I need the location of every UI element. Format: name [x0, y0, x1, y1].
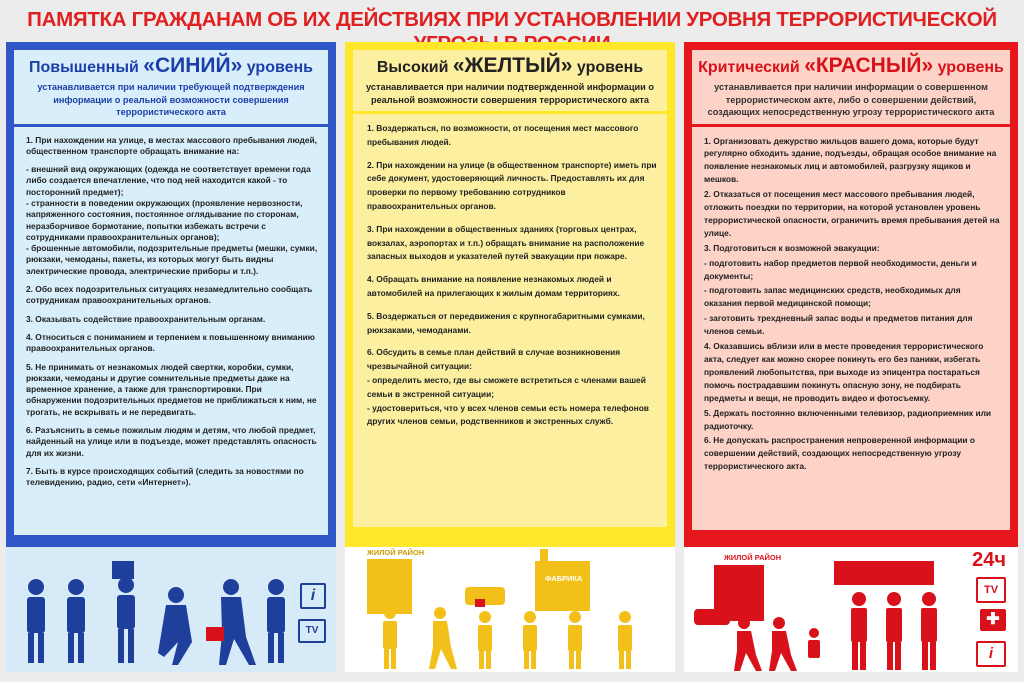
yellow-item: 3. При нахождении в общественных зданиях (торговых центрах, вокзалах, аэропортах и т.п.) обращать внимание на расположение запасных выходов и указателей путей эвакуации при пожаре. [367, 223, 645, 262]
red-item: 3. Подготовиться к возможной эвакуации: [704, 242, 880, 253]
yellow-factory-label: ФАБРИКА [545, 574, 583, 583]
yellow-item: 2. При нахождении на улице (в общественном транспорте) иметь при себе документ, удостоверяющий личность. Предоставлять их для проверки по первому требованию сотрудников правоохранительных органов. [367, 159, 657, 211]
blue-level-suffix: уровень [246, 59, 313, 76]
yellow-instructions [353, 114, 667, 429]
hours-24-label: 24ч [972, 549, 1006, 571]
blue-item: 5. Не принимать от незнакомых людей свертки, коробки, сумки, рюкзаки, чемоданы и другие сомнительные предметы даже на временное хранение, а также для транспортировки. При обнаружении подозрительных предметов не приближаться к ним, не трогать, не вскрывать и не передвигать. [26, 361, 317, 417]
yellow-item: 1. Воздержаться, по возможности, от посещения мест массового пребывания людей. [367, 123, 639, 147]
blue-item: 7. Быть в курсе происходящих событий (следить за новостями по телевидению, радио, сети «Интернет»). [26, 465, 304, 488]
yellow-city-illustration [345, 547, 675, 672]
blue-level-title [14, 56, 328, 78]
blue-item: 6. Разъяснить в семье пожилым людям и детям, что любой предмет, найденный на улице или в подъезде, может представлять опасность для их жизни. [26, 425, 317, 458]
red-level-subtitle: устанавливается при наличии информации о совершенном террористическом акте, либо о совершении действий, создающих непосредственную угрозу террористического акта [707, 82, 995, 117]
yellow-item: 5. Воздержаться от передвижения с крупногабаритными сумками, рюкзаками, чемоданами. [367, 310, 645, 335]
yellow-level-subtitle: устанавливается при наличии подтвержденной информации о реальной возможности совершения террористического акта [366, 82, 654, 105]
red-level-content [692, 50, 1010, 530]
poster-title: ПАМЯТКА ГРАЖДАНАМ ОБ ИХ ДЕЙСТВИЯХ ПРИ УСТАНОВЛЕНИИ УРОВНЯ ТЕРРОРИСТИЧЕСКОЙ [27, 8, 997, 31]
blue-item: 1. При нахождении на улице, в местах массового пребывания людей, общественном транспорте обращать внимание на: [26, 134, 317, 156]
blue-item: 4. Относиться с пониманием и терпением к повышенному вниманию правоохранительных органов. [26, 331, 315, 354]
red-item: - подготовить набор предметов первой необходимости, деньги и документы; [704, 257, 977, 281]
info-icon: i [300, 583, 326, 609]
red-level-prefix: Критический [698, 59, 800, 76]
blue-instructions [14, 127, 328, 489]
blue-level-panel [6, 42, 336, 672]
blue-level-header [14, 50, 328, 127]
red-district-label: ЖИЛОЙ РАЙОН [724, 553, 782, 562]
blue-item: - внешний вид окружающих (одежда не соответствует времени года либо создается впечатление, что под ней находится какой - то посторонний предмет); [26, 164, 311, 197]
blue-item: 2. Обо всех подозрительных ситуациях незамедлительно сообщать сотрудникам правоохранительных органов. [26, 284, 313, 306]
yellow-level-title [353, 56, 667, 78]
red-item: 5. Держать постоянно включенными телевизор, радиоприемник или радиоточку. [704, 407, 992, 431]
red-item: 2. Отказаться от посещения мест массового пребывания людей, отложить поездки по территории, на которой установлен уровень террористической опасности, ограничить время пребывания детей на улице. [704, 189, 1000, 238]
blue-illustration [6, 547, 336, 672]
red-evacuation-illustration [684, 547, 1018, 672]
blue-level-name: «СИНИЙ» [143, 54, 243, 77]
yellow-level-content [353, 50, 667, 527]
blue-level-content [14, 50, 328, 535]
red-level-title [692, 56, 1010, 78]
yellow-item: 4. Обращать внимание на появление незнакомых людей и автомобилей на прилегающих к жилым домам территориях. [367, 274, 620, 298]
red-item: 1. Организовать дежурство жильцов вашего дома, которые будут регулярно обходить здание, подъезды, обращая особое внимание на появление незнакомых лиц и автомобилей, разгрузку ящиков и мешков. [704, 135, 997, 185]
first-aid-icon: ✚ [980, 609, 1006, 631]
yellow-item: - определить место, где вы сможете встретиться с членами вашей семьи в экстренной ситуации; [367, 374, 646, 399]
red-item: 6. Не допускать распространения непроверенной информации о совершении действий, создающих непосредственную угрозу террористического акта. [704, 435, 976, 472]
yellow-level-header [353, 50, 667, 114]
red-level-suffix: уровень [937, 59, 1004, 76]
yellow-level-name: «ЖЕЛТЫЙ» [452, 54, 573, 77]
blue-people-illustration [6, 547, 336, 672]
yellow-level-prefix: Высокий [376, 59, 449, 76]
tv-icon: TV [976, 577, 1006, 603]
blue-item: 3. Оказывать содействие правоохранительным органам. [26, 313, 266, 324]
yellow-level-panel [345, 42, 675, 672]
tv-icon: TV [298, 619, 326, 643]
red-level-name: «КРАСНЫЙ» [804, 54, 934, 77]
red-level-header [692, 50, 1010, 127]
blue-item: - странности в поведении окружающих (проявление нервозности, напряженного состояния, постоянное оглядывание по сторонам, неразборчивое бормотание, попытки избежать встречи с сотрудниками правоохранительных органов); [26, 197, 303, 242]
yellow-item: 6. Обсудить в семье план действий в случае возникновения чрезвычайной ситуации: [367, 347, 621, 372]
info-icon: i [976, 641, 1006, 667]
yellow-illustration [345, 547, 675, 672]
red-item: - подготовить запас медицинских средств, необходимых для оказания первой медицинской помощи; [704, 285, 961, 309]
red-level-panel [684, 42, 1018, 672]
red-instructions [692, 127, 1010, 474]
blue-level-prefix: Повышенный [29, 59, 139, 76]
red-illustration [684, 547, 1018, 672]
blue-item: - брошенные автомобили, подозрительные предметы (мешки, сумки, рюкзаки, чемоданы, пакеты, из которых могут быть видны электрические провода, электрические приборы и т.п.). [26, 243, 318, 276]
yellow-item: - удостовериться, что у всех членов семьи есть номера телефонов других членов семьи, родственников и экстренных служб. [367, 402, 649, 427]
yellow-district-label: ЖИЛОЙ РАЙОН [367, 548, 425, 557]
red-item: - заготовить трехдневный запас воды и предметов питания для членов семьи. [704, 313, 973, 337]
yellow-level-suffix: уровень [576, 59, 644, 76]
blue-level-subtitle: устанавливается при наличии требующей подтверждения информации о реальной возможности совершения террористического акта [37, 82, 305, 117]
red-item: 4. Оказавшись вблизи или в месте проведения террористического акта, следует как можно скорее покинуть его без паники, избегать проявлений любопытства, при выходе из эпицентра постараться помочь пострадавшим покинуть опасную зону, не подбирать предметы и вещи, не проводить видео и фотосъемку. [704, 341, 984, 403]
